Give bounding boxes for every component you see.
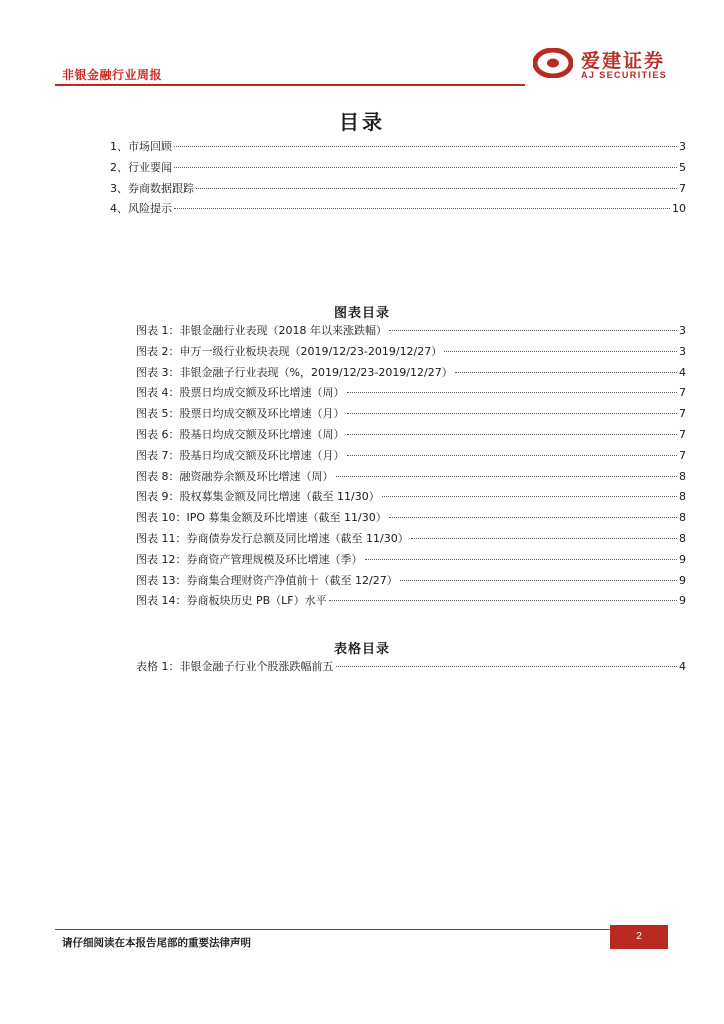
toc-list <box>110 138 686 221</box>
entry-page-number: 3 <box>679 324 686 337</box>
figures-entry[interactable] <box>136 384 686 405</box>
figures-entry[interactable] <box>136 509 686 530</box>
dot-leader <box>347 434 678 435</box>
figures-entry[interactable] <box>136 322 686 343</box>
entry-page-number: 7 <box>679 427 686 441</box>
toc-title: 目录 <box>339 110 385 134</box>
report-type-title: 非银金融行业周报 <box>62 68 163 82</box>
entry-label: 图表 13：券商集合理财资产净值前十（截至 12/27） <box>136 573 398 587</box>
dot-leader <box>174 208 670 209</box>
entry-page-number: 9 <box>679 552 686 566</box>
entry-page-number: 7 <box>679 407 686 421</box>
dot-leader <box>389 330 677 331</box>
figures-entry[interactable] <box>136 364 686 385</box>
dot-leader <box>174 146 677 147</box>
logo-english-name: AJ SECURITIES <box>581 70 668 80</box>
tables-heading: 表格目录 <box>333 642 390 657</box>
entry-page-number: 4 <box>679 365 686 379</box>
footer-divider <box>55 929 610 930</box>
entry-page-number: 8 <box>679 531 686 545</box>
dot-leader <box>365 559 678 560</box>
entry-label: 图表 12：券商资产管理规模及环比增速（季） <box>136 552 363 566</box>
figures-entry[interactable] <box>136 488 686 509</box>
entry-label: 1、市场回顾 <box>110 140 172 153</box>
toc-entry[interactable] <box>110 138 686 159</box>
entry-page-number: 9 <box>679 594 686 608</box>
dot-leader <box>455 372 677 373</box>
figures-entry[interactable] <box>136 551 686 572</box>
dot-leader <box>444 351 677 352</box>
entry-page-number: 3 <box>679 140 686 153</box>
entry-label: 图表 14：券商板块历史 PB（LF）水平 <box>136 594 327 608</box>
entry-page-number: 7 <box>679 448 686 462</box>
figures-entry[interactable] <box>136 405 686 426</box>
entry-page-number: 10 <box>672 202 686 216</box>
entry-label: 图表 2：申万一级行业板块表现（2019/12/23-2019/12/27） <box>136 344 443 358</box>
entry-label: 2、行业要闻 <box>110 160 172 174</box>
entry-page-number: 8 <box>679 490 686 504</box>
entry-label: 3、券商数据跟踪 <box>110 181 194 195</box>
logo-chinese-name: 爱建证券 <box>581 50 666 72</box>
entry-label: 图表 10：IPO 募集金额及环比增速（截至 11/30） <box>136 511 387 525</box>
figures-entry[interactable] <box>136 343 686 364</box>
figures-entry[interactable] <box>136 426 686 447</box>
figures-list <box>136 322 686 613</box>
entry-page-number: 8 <box>679 469 686 483</box>
entry-page-number: 7 <box>679 181 686 195</box>
toc-entry[interactable] <box>110 180 686 201</box>
entry-label: 图表 1：非银金融行业表现（2018 年以来涨跌幅） <box>136 324 387 337</box>
dot-leader <box>382 496 677 497</box>
legal-disclaimer: 请仔细阅读在本报告尾部的重要法律声明 <box>62 937 251 949</box>
entry-label: 4、风险提示 <box>110 202 172 216</box>
entry-label: 图表 5：股票日均成交额及环比增速（月） <box>136 407 345 421</box>
figures-entry[interactable] <box>136 447 686 468</box>
figures-entry[interactable] <box>136 572 686 593</box>
figures-entry[interactable] <box>136 468 686 489</box>
company-logo <box>533 46 673 82</box>
dot-leader <box>347 392 678 393</box>
dot-leader <box>336 666 678 667</box>
entry-page-number: 8 <box>679 511 686 525</box>
logo-mark-icon <box>533 48 573 78</box>
dot-leader <box>411 538 677 539</box>
entry-page-number: 9 <box>679 573 686 587</box>
entry-page-number: 4 <box>679 660 686 673</box>
dot-leader <box>336 476 678 477</box>
entry-label: 图表 3：非银金融子行业表现（%，2019/12/23-2019/12/27） <box>136 365 453 379</box>
figures-entry[interactable] <box>136 530 686 551</box>
toc-entry[interactable] <box>110 200 686 221</box>
toc-entry[interactable] <box>110 159 686 180</box>
entry-label: 图表 6：股基日均成交额及环比增速（周） <box>136 427 345 441</box>
entry-page-number: 7 <box>679 386 686 400</box>
tables-entry[interactable] <box>136 658 686 679</box>
entry-label: 图表 9：股权募集金额及同比增速（截至 11/30） <box>136 490 380 504</box>
dot-leader <box>329 600 677 601</box>
entry-label: 图表 11：券商债券发行总额及同比增速（截至 11/30） <box>136 531 409 545</box>
entry-label: 表格 1：非银金融子行业个股涨跌幅前五 <box>136 660 334 673</box>
entry-label: 图表 7：股基日均成交额及环比增速（月） <box>136 448 345 462</box>
dot-leader <box>347 455 678 456</box>
dot-leader <box>196 188 677 189</box>
entry-page-number: 5 <box>679 160 686 174</box>
header-divider <box>55 84 525 86</box>
dot-leader <box>174 167 677 168</box>
entry-label: 图表 4：股票日均成交额及环比增速（周） <box>136 386 345 400</box>
figures-heading: 图表目录 <box>333 306 390 321</box>
figures-entry[interactable] <box>136 592 686 613</box>
dot-leader <box>389 517 677 518</box>
entry-page-number: 3 <box>679 344 686 358</box>
dot-leader <box>347 413 678 414</box>
dot-leader <box>400 580 677 581</box>
tables-list <box>136 658 686 679</box>
page-number: 2 <box>610 925 668 949</box>
entry-label: 图表 8：融资融券余额及环比增速（周） <box>136 469 334 483</box>
